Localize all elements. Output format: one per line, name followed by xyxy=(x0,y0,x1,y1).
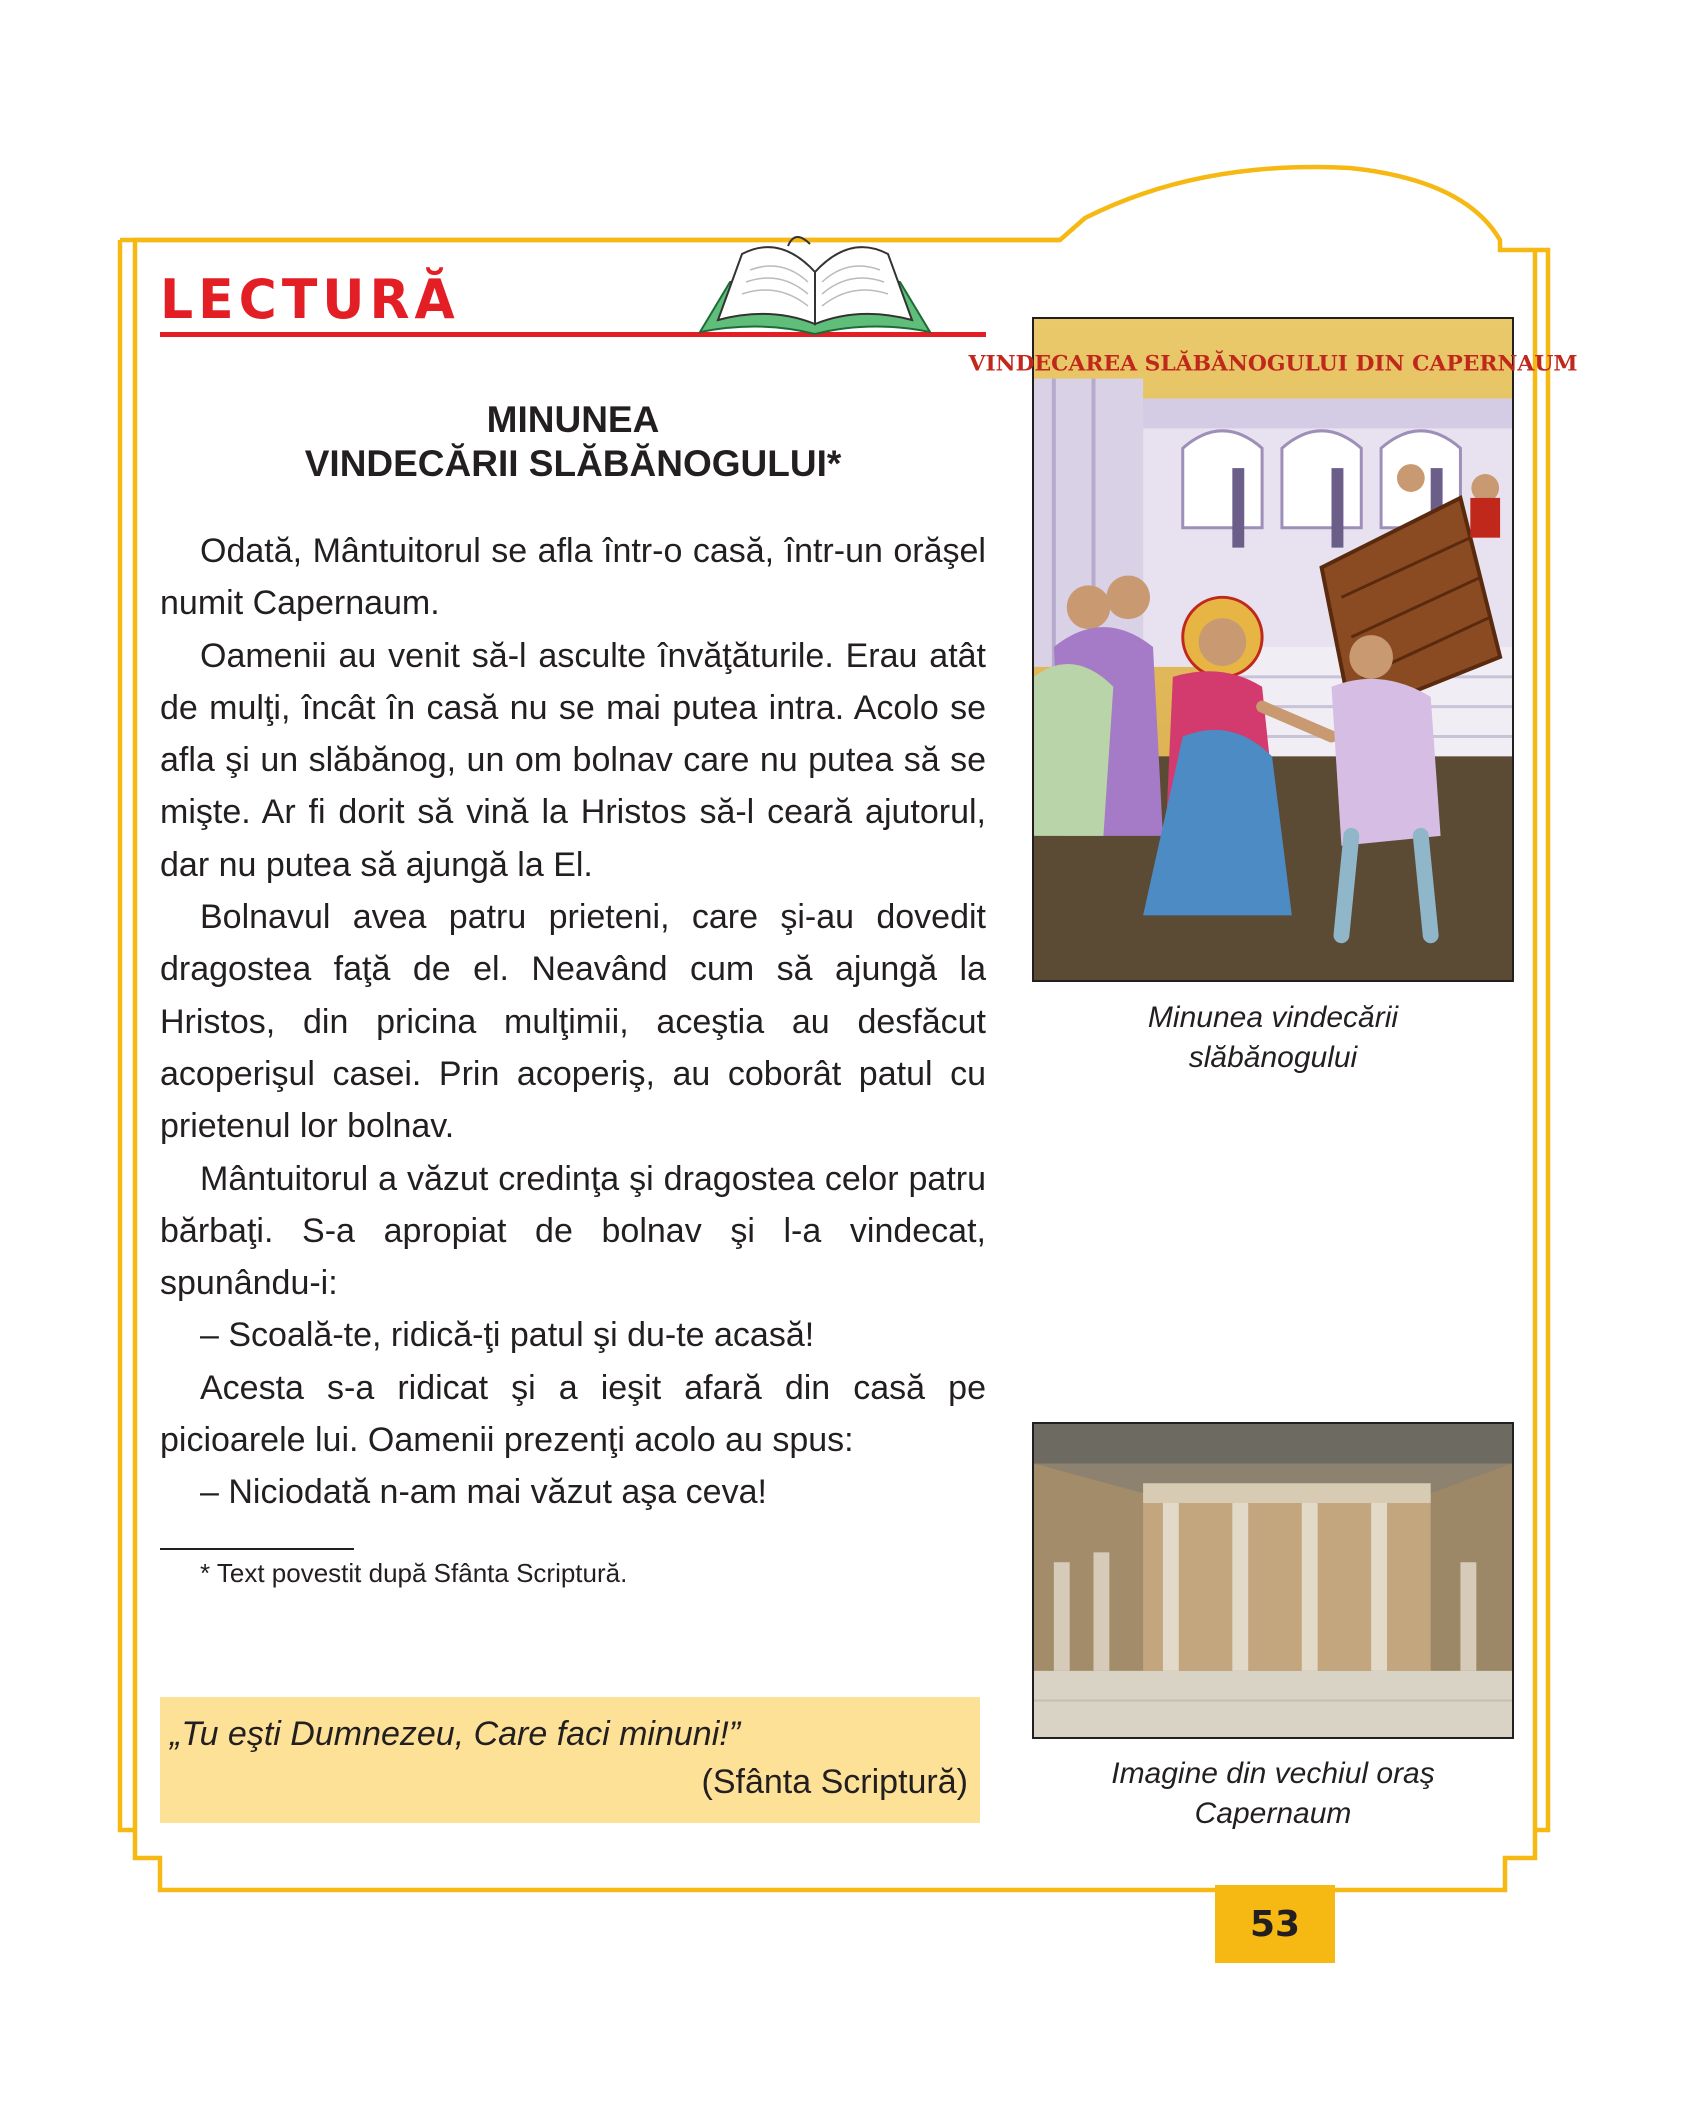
dialog-line-1: – Scoală-te, ridică-ţi patul şi du-te acasă! xyxy=(200,1316,815,1355)
icon-inscription: VINDECAREA SLĂBĂNOGULUI DIN CAPERNAUM xyxy=(968,350,1578,377)
story-title-line-2: VINDECĂRII SLĂBĂNOGULUI* xyxy=(304,443,842,484)
section-title: LECTURĂ xyxy=(160,268,460,332)
footnote: * Text povestit după Sfânta Scriptură. xyxy=(200,1558,628,1588)
footnote-rule xyxy=(160,1548,354,1550)
page-number: 53 xyxy=(1249,1903,1301,1945)
paragraph-2: Oamenii au venit să-l asculte învăţăturile. Erau atât de mulţi, încât în casă nu se mai putea intra. Acolo se afla şi un slăbănog, un om bolnav care nu putea să se mişte. Ar fi dorit să vină la Hristos să-l ceară ajutorul, dar nu putea să ajungă la El. xyxy=(160,636,986,884)
icon-caption xyxy=(1032,998,1514,1078)
paragraph-5: Acesta s-a ridicat şi a ieşit afară din casă pe picioarele lui. Oamenii prezenţi acolo au spus: xyxy=(160,1368,986,1460)
paragraph-3: Bolnavul avea patru prieteni, care şi-au dovedit dragostea faţă de el. Neavând cum să ajungă la Hristos, din pricina mulţimii, aceştia au desfăcut acoperişul casei. Prin acoperiş, au coborât patul cu prietenul lor bolnav. xyxy=(160,898,986,1146)
ruins-caption-line-1: Imagine din vechiul oraş xyxy=(1111,1757,1435,1790)
icon-caption-line-1: Minunea vindecării xyxy=(1147,1001,1399,1034)
story-title-line-1: MINUNEA xyxy=(486,399,660,440)
quote-text: „Tu eşti Dumnezeu, Care faci minuni!” xyxy=(170,1715,741,1753)
icon-illustration xyxy=(968,317,1578,982)
paragraph-4: Mântuitorul a văzut credinţa şi dragostea celor patru bărbaţi. S-a apropiat de bolnav şi l-a vindecat, spunându-i: xyxy=(160,1159,986,1303)
story-title xyxy=(160,398,986,486)
ruins-caption-line-2: Capernaum xyxy=(1194,1797,1352,1830)
story-body xyxy=(160,525,986,1519)
quote-source: (Sfânta Scriptură) xyxy=(701,1763,968,1801)
quote-box xyxy=(160,1697,980,1823)
icon-caption-line-2: slăbănogului xyxy=(1188,1041,1358,1074)
paragraph-1: Odată, Mântuitorul se afla într-o casă, într-un orăşel numit Capernaum. xyxy=(160,532,986,623)
ruins-caption xyxy=(1032,1754,1514,1834)
open-book-icon xyxy=(690,224,940,342)
capernaum-ruins-photo xyxy=(1032,1422,1514,1739)
dialog-line-2: – Niciodată n-am mai văzut aşa ceva! xyxy=(200,1473,767,1512)
page-number-box xyxy=(1215,1885,1335,1963)
